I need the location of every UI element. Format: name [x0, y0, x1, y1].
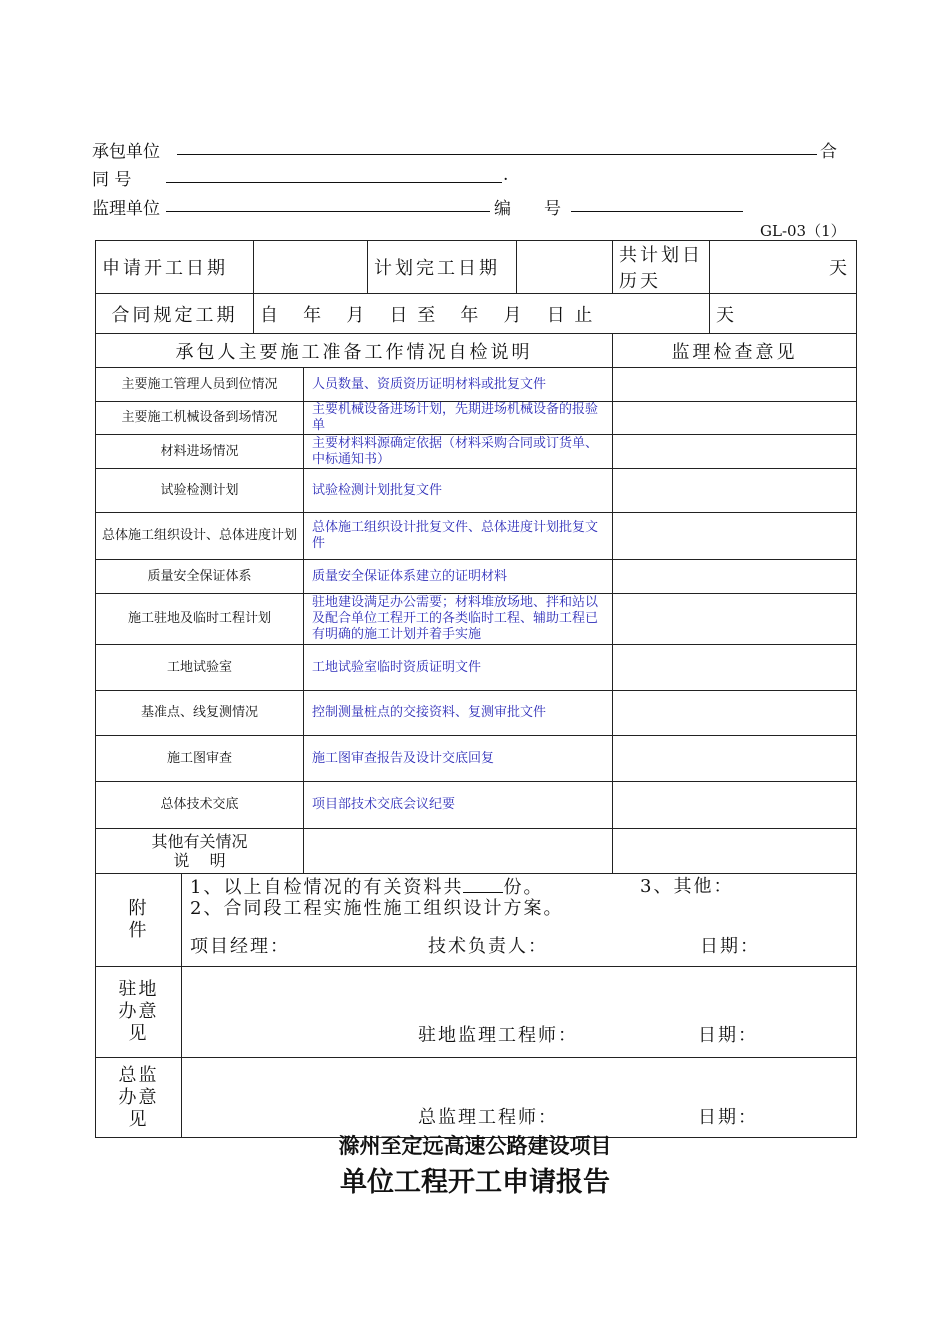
item-row [96, 560, 857, 594]
item-desc: 质量安全保证体系建立的证明材料 [304, 560, 613, 594]
item-label: 试验检测计划 [96, 469, 304, 513]
item-opinion[interactable] [613, 402, 857, 435]
other-label-line2: 说 明 [173, 851, 226, 870]
item-opinion[interactable] [613, 691, 857, 736]
item-desc: 施工图审查报告及设计交底回复 [304, 736, 613, 782]
chief-office-label-text: 总监办意见 [118, 1064, 159, 1130]
attachment-signature-line [190, 936, 850, 962]
contract-no-field[interactable] [166, 182, 502, 183]
item-opinion[interactable] [613, 645, 857, 691]
item-row [96, 469, 857, 513]
resident-engineer-label: 驻地监理工程师： [418, 1025, 578, 1046]
contract-no-period: . [503, 165, 509, 185]
attachment-count-unit: 份。 [503, 877, 544, 898]
item-opinion[interactable] [613, 368, 857, 402]
item-label: 总体技术交底 [96, 782, 304, 829]
chief-office-row [96, 1058, 857, 1138]
chief-engineer-label: 总监理工程师： [418, 1107, 558, 1128]
serial-field[interactable] [571, 211, 743, 212]
other-opinion[interactable] [613, 829, 857, 874]
chief-date-label: 日期： [698, 1107, 758, 1128]
supervisor-field[interactable] [166, 211, 490, 212]
item-label: 材料进场情况 [96, 435, 304, 469]
item-label: 基准点、线复测情况 [96, 691, 304, 736]
item-row [96, 782, 857, 829]
contractor-field[interactable] [177, 154, 817, 155]
item-label: 主要施工管理人员到位情况 [96, 368, 304, 402]
report-title: 单位工程开工申请报告 [340, 1167, 610, 1198]
item-desc: 项目部技术交底会议纪要 [304, 782, 613, 829]
contractor-label: 承包单位 [92, 142, 160, 162]
item-desc: 工地试验室临时资质证明文件 [304, 645, 613, 691]
contract-period-unit: 天 [710, 294, 857, 334]
other-label-line1: 其他有关情况 [151, 832, 248, 851]
attachment-content [182, 874, 857, 967]
attachment-other: 3、其他： [640, 876, 734, 897]
other-label [96, 829, 304, 874]
item-row [96, 435, 857, 469]
resident-date-label: 日期： [698, 1025, 758, 1046]
resident-office-label [96, 967, 182, 1058]
attachment-label [96, 874, 182, 967]
supervision-opinion-title: 监理检查意见 [613, 334, 857, 368]
item-opinion[interactable] [613, 513, 857, 560]
item-label: 总体施工组织设计、总体进度计划 [96, 513, 304, 560]
section-header-row [96, 334, 857, 368]
attachment-row [96, 874, 857, 967]
item-row [96, 513, 857, 560]
item-opinion[interactable] [613, 435, 857, 469]
attachment-count-text: 1、以上自检情况的有关资料共 [190, 877, 464, 898]
self-check-title: 承包人主要施工准备工作情况自检说明 [96, 334, 613, 368]
chief-signature-line [188, 1107, 850, 1131]
other-row [96, 829, 857, 874]
serial-label-2: 号 [544, 199, 561, 219]
item-opinion[interactable] [613, 560, 857, 594]
contract-period-label: 合同规定工期 [96, 294, 254, 334]
plan-finish-value[interactable] [517, 241, 613, 294]
attachment-date-label: 日期： [700, 936, 760, 957]
item-row [96, 691, 857, 736]
project-title: 滁州至定远高速公路建设项目 [338, 1134, 612, 1158]
item-desc: 总体施工组织设计批复文件、总体进度计划批复文件 [304, 513, 613, 560]
project-manager-label: 项目经理： [190, 936, 290, 957]
serial-label: 编 [494, 199, 511, 219]
item-row [96, 645, 857, 691]
item-opinion[interactable] [613, 736, 857, 782]
resident-signature-line [188, 1025, 850, 1049]
item-desc: 主要材料料源确定依据（材料采购合同或订货单、中标通知书） [304, 435, 613, 469]
chief-office-label [96, 1058, 182, 1138]
item-row [96, 736, 857, 782]
tech-lead-label: 技术负责人： [428, 936, 548, 957]
item-row [96, 368, 857, 402]
other-desc[interactable] [304, 829, 613, 874]
item-label: 施工图审查 [96, 736, 304, 782]
item-label: 工地试验室 [96, 645, 304, 691]
item-desc: 人员数量、资质资历证明材料或批复文件 [304, 368, 613, 402]
contract-period-text[interactable]: 自 年 月 日 至 年 月 日 止 [254, 294, 710, 334]
form-code: GL-03（1） [760, 222, 846, 240]
attachment-line2: 2、合同段工程实施性施工组织设计方案。 [190, 898, 564, 919]
application-form-table [95, 240, 857, 1138]
supervisor-label: 监理单位 [92, 199, 160, 219]
contract-period-row [96, 294, 857, 334]
resident-office-row [96, 967, 857, 1058]
start-date-row [96, 241, 857, 294]
plan-days-label: 共计划日历天 [613, 241, 710, 294]
resident-office-label-text: 驻地办意见 [118, 979, 159, 1044]
attachment-count-field[interactable] [463, 876, 503, 893]
item-desc: 试验检测计划批复文件 [304, 469, 613, 513]
item-desc: 控制测量桩点的交接资料、复测审批文件 [304, 691, 613, 736]
contractor-tail: 合 [820, 142, 837, 162]
item-opinion[interactable] [613, 469, 857, 513]
item-desc: 驻地建设满足办公需要；材料堆放场地、拌和站以及配合单位工程开工的各类临时工程、辅助工程已有明确的施工计划并着手实施 [304, 594, 613, 645]
item-label: 主要施工机械设备到场情况 [96, 402, 304, 435]
attachment-label-text: 附件 [128, 898, 149, 941]
item-row [96, 594, 857, 645]
item-opinion[interactable] [613, 782, 857, 829]
apply-start-value[interactable] [254, 241, 368, 294]
item-label: 施工驻地及临时工程计划 [96, 594, 304, 645]
item-desc: 主要机械设备进场计划，先期进场机械设备的报验单 [304, 402, 613, 435]
chief-office-content[interactable] [182, 1058, 857, 1138]
attachment-line1 [190, 876, 850, 898]
plan-finish-label: 计划完工日期 [368, 241, 517, 294]
apply-start-label: 申请开工日期 [96, 241, 254, 294]
item-label: 质量安全保证体系 [96, 560, 304, 594]
plan-days-unit: 天 [710, 241, 857, 294]
contract-no-label: 同 号 [92, 170, 132, 190]
resident-office-content[interactable] [182, 967, 857, 1058]
item-opinion[interactable] [613, 594, 857, 645]
item-row [96, 402, 857, 435]
